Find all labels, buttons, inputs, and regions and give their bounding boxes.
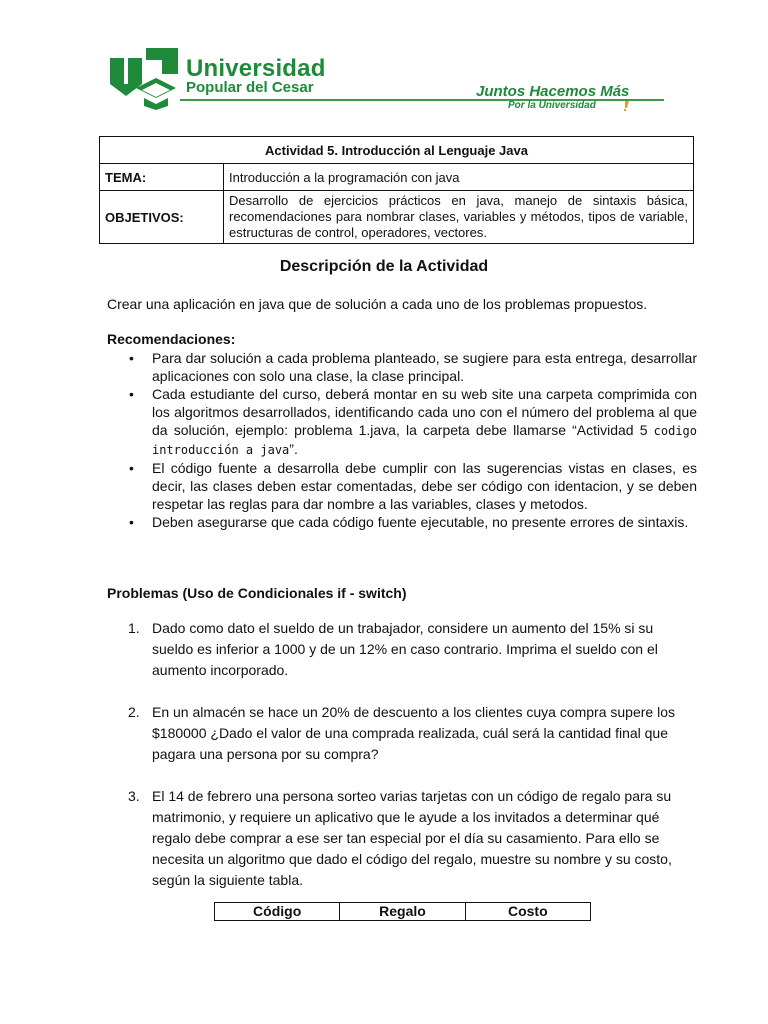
activity-title: Actividad 5. Introducción al Lenguaje Java: [100, 137, 694, 164]
table-row: [100, 164, 694, 191]
objetivos-value: Desarrollo de ejercicios prácticos en java, manejo de sintaxis básica, recomendaciones para nombrar clases, variables y métodos, tipos de variable, estructuras de control, operadores, vectores.: [224, 191, 694, 244]
section-title: Descripción de la Actividad: [279, 258, 489, 275]
activity-info-table: [99, 136, 694, 244]
problems-title: Problemas (Uso de Condicionales if - switch): [107, 585, 407, 601]
recommendations-title: Recomendaciones:: [107, 331, 236, 347]
list-item: [107, 618, 697, 681]
bullet-icon: •: [129, 350, 134, 366]
university-name: Universidad: [186, 55, 326, 82]
university-subname: Popular del Cesar: [186, 79, 314, 96]
list-item: [107, 513, 697, 531]
list-item: [107, 385, 697, 459]
recommendation-text: Para dar solución a cada problema planteado, se sugiere para esta entrega, desarrollar aplicaciones con solo una clase, la clase principal.: [152, 350, 697, 384]
list-item: [107, 786, 697, 891]
recommendation-text: El código fuente a desarrolla debe cumplir con las sugerencias vistas en clases, es decir, las clases deben estar comentadas, debe ser código con identacion, y se deben respetar las reglas para dar nombre a las variables, clases y metodos.: [152, 460, 697, 512]
column-header-code: Código: [215, 903, 340, 921]
bullet-icon: •: [129, 386, 134, 402]
list-item: [107, 349, 697, 385]
folder-name-code: codigo introducción a java: [152, 424, 697, 457]
column-header-cost: Costo: [465, 903, 590, 921]
university-logo-icon: [106, 44, 182, 110]
problem-text: Dado como dato el sueldo de un trabajador, considere un aumento del 15% si su sueldo es inferior a 1000 y de un 12% en caso contrario. Imprima el sueldo con el aumento incorporado.: [152, 620, 658, 678]
tema-value: Introducción a la programación con java: [224, 164, 694, 191]
gift-table: [214, 902, 591, 921]
list-item: [107, 459, 697, 513]
tema-label: TEMA:: [100, 164, 224, 191]
recommendations-list: [107, 349, 697, 531]
problem-text: El 14 de febrero una persona sorteo varias tarjetas con un código de regalo para su matrimonio, y requiere un aplicativo que le ayude a los invitados a determinar qué regalo debe comprar a ese ser tan especial por el día su casamiento. Para ello se necesita un algoritmo que dado el código del regalo, muestre su nombre y su costo, según la siguiente tabla.: [152, 788, 672, 888]
bullet-icon: •: [129, 460, 134, 476]
slogan-sub: Por la Universidad: [508, 100, 596, 111]
bullet-icon: •: [129, 514, 134, 530]
list-item: [107, 702, 697, 765]
problem-number: 1.: [128, 620, 140, 636]
problem-number: 3.: [128, 788, 140, 804]
column-header-gift: Regalo: [340, 903, 465, 921]
table-header-row: [215, 903, 591, 921]
problem-text: En un almacén se hace un 20% de descuento a los clientes cuya compra supere los $180000 ¿Dado el valor de una comprada realizada, cuál será la cantidad final que pagara una persona por su compra?: [152, 704, 675, 762]
exclamation-icon: [623, 101, 629, 111]
objetivos-label: OBJETIVOS:: [100, 191, 224, 244]
problems-list: [107, 618, 697, 891]
intro-paragraph: Crear una aplicación en java que de solución a cada uno de los problemas propuestos.: [107, 296, 648, 312]
recommendation-text: Cada estudiante del curso, deberá montar en su web site una carpeta comprimida con los algoritmos desarrollados, identificando cada uno con el número del problema al que da solución, ejemplo: problema 1.java, la carpeta debe llamarse “Actividad 5: [152, 386, 697, 438]
recommendation-text-end: ”.: [289, 441, 298, 457]
table-row: [100, 191, 694, 244]
problem-number: 2.: [128, 704, 140, 720]
slogan: Juntos Hacemos Más: [476, 83, 630, 100]
table-row: [100, 137, 694, 164]
recommendation-text: Deben asegurarse que cada código fuente ejecutable, no presente errores de sintaxis.: [152, 514, 689, 530]
